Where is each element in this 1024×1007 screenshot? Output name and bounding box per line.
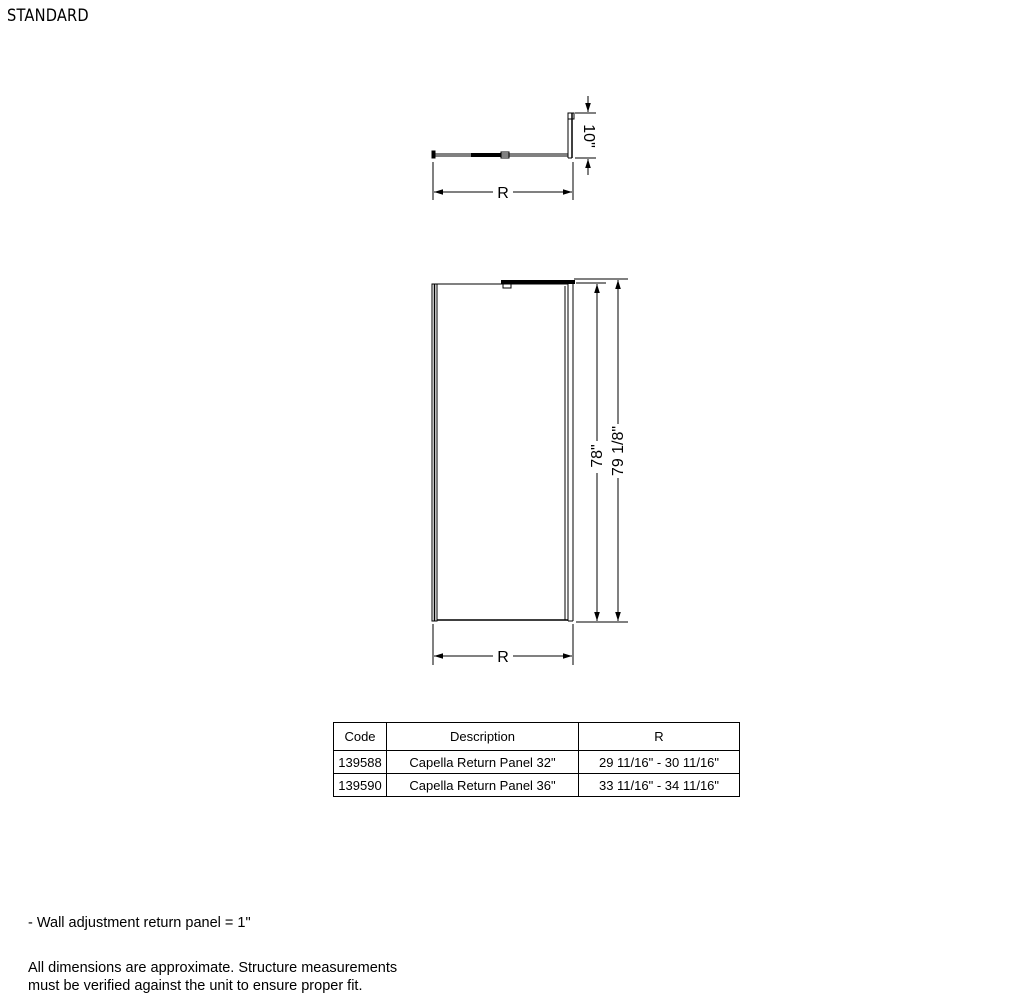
front-view-glass-height-label: 78" — [589, 444, 606, 468]
top-view-depth-label: 10" — [580, 124, 597, 148]
header-code: Code — [334, 723, 387, 751]
spec-table — [333, 722, 740, 797]
cell-code: 139588 — [334, 751, 387, 774]
front-view — [432, 279, 628, 665]
top-view-width-label: R — [497, 185, 509, 202]
table-row — [334, 751, 740, 774]
top-view — [432, 96, 596, 200]
page-title: STANDARD — [7, 6, 89, 26]
cell-r: 29 11/16" - 30 11/16" — [579, 751, 740, 774]
header-description: Description — [387, 723, 579, 751]
cell-code: 139590 — [334, 774, 387, 797]
disclaimer-line-1: All dimensions are approximate. Structure measurements — [28, 960, 398, 976]
table-row — [334, 774, 740, 797]
cell-r: 33 11/16" - 34 11/16" — [579, 774, 740, 797]
front-view-width-label: R — [497, 649, 509, 666]
disclaimer-note — [28, 959, 397, 995]
cell-description: Capella Return Panel 32" — [387, 751, 579, 774]
table-header-row — [334, 723, 740, 751]
cell-description: Capella Return Panel 36" — [387, 774, 579, 797]
disclaimer-line-2: must be verified against the unit to ensure proper fit. — [28, 978, 363, 994]
header-r: R — [579, 723, 740, 751]
wall-adjustment-note: - Wall adjustment return panel = 1" — [28, 915, 251, 931]
front-view-overall-height-label: 79 1/8" — [610, 425, 627, 477]
